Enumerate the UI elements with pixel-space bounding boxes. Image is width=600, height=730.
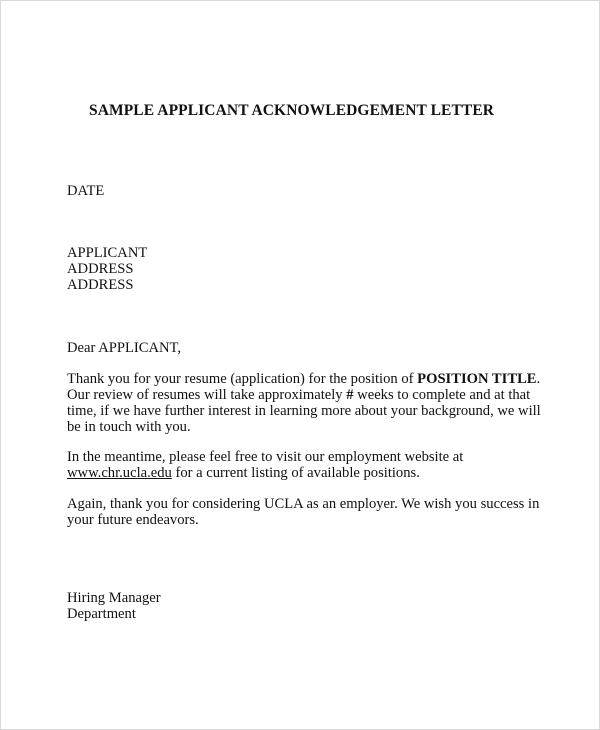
position-title: POSITION TITLE xyxy=(417,371,537,387)
paragraph-2-end: for a current listing of available positions. xyxy=(171,465,420,481)
paragraph-1-intro: Thank you for your resume (application) for the position of xyxy=(67,371,418,387)
recipient-name: APPLICANT xyxy=(67,245,148,261)
paragraph-2-intro: In the meantime, please feel free to visit our employment website at xyxy=(67,449,464,465)
signature-title: Hiring Manager xyxy=(67,590,161,606)
letter-date: DATE xyxy=(67,183,105,199)
letter-title: SAMPLE APPLICANT ACKNOWLEDGEMENT LETTER xyxy=(89,102,495,119)
paragraph-1-middle: . Our review of resumes will take approximately xyxy=(67,371,541,403)
paragraph-3: Again, thank you for considering UCLA as an employer. We wish you success in your future endeavors. xyxy=(67,496,540,528)
recipient-address-line-1: ADDRESS xyxy=(67,261,134,277)
recipient-block xyxy=(67,245,553,293)
signature-block xyxy=(67,590,553,622)
recipient-address-line-2: ADDRESS xyxy=(67,277,134,293)
paragraph-1 xyxy=(67,371,553,435)
salutation: Dear APPLICANT, xyxy=(67,340,182,356)
weeks-placeholder: # xyxy=(346,387,354,403)
paragraph-1-end: weeks to complete and at that time, if we have further interest in learning more about your background, we will be in touch with you. xyxy=(67,387,541,435)
paragraph-2 xyxy=(67,449,553,481)
signature-department: Department xyxy=(67,606,136,622)
employment-website-link[interactable]: www.chr.ucla.edu xyxy=(67,465,172,481)
